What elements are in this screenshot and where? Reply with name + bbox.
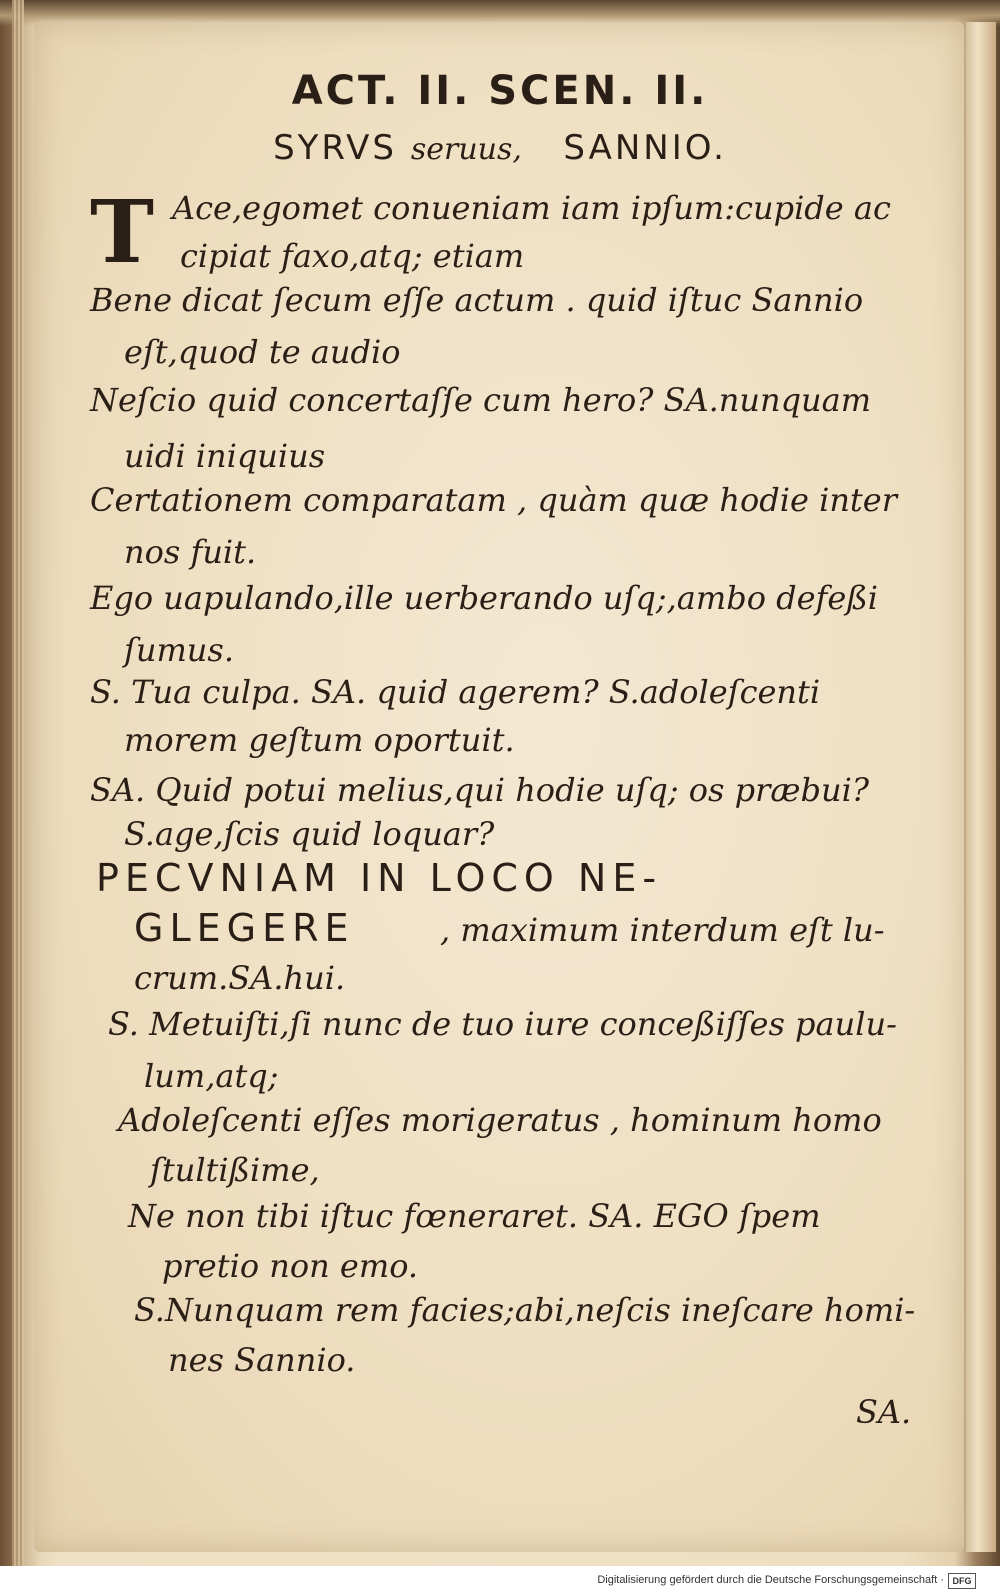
proverb-line: PECVNIAM IN LOCO NE- <box>96 856 663 900</box>
character-role: seruus, <box>410 132 522 167</box>
text-line: eſt,quod te audio <box>124 333 401 371</box>
text-line: , maximum interdum eſt lu- <box>440 911 885 949</box>
text-line: lum,atq; <box>144 1057 279 1095</box>
footer-bar <box>0 1566 1000 1596</box>
character-syrus: SYRVS <box>273 128 398 168</box>
text-line: SA. Quid potui melius,qui hodie uſq; os præbui? <box>90 771 869 809</box>
dfg-logo-icon: DFG <box>948 1573 976 1589</box>
text-line: morem geſtum oportuit. <box>124 721 515 759</box>
text-line: uidi iniquius <box>124 437 326 475</box>
text-line: Certationem comparatam , quàm quæ hodie inter <box>90 481 898 519</box>
text-line: Neſcio quid concertaſſe cum hero? SA.nunquam <box>90 381 872 419</box>
characters-heading <box>180 128 820 168</box>
text-line: Ace,egomet conueniam iam ipſum:cupide ac <box>172 189 891 227</box>
text-line: crum.SA.hui. <box>134 959 346 997</box>
proverb-line: GLEGERE <box>134 906 355 950</box>
text-line: ſtultißime, <box>150 1151 320 1189</box>
catchword: SA. <box>856 1393 912 1431</box>
funding-credit: Digitalisierung gefördert durch die Deutsche Forschungsgemeinschaft · <box>597 1574 944 1586</box>
drop-cap: T <box>90 182 154 283</box>
text-line: ſumus. <box>124 631 234 669</box>
text-line: nos fuit. <box>124 533 257 571</box>
text-line: Adoleſcenti eſſes morigeratus , hominum homo <box>118 1101 882 1139</box>
act-scene-heading: ACT. II. SCEN. II. <box>291 68 709 114</box>
text-line: nes Sannio. <box>168 1341 356 1379</box>
text-line: Bene dicat ſecum eſſe actum . quid iſtuc Sannio <box>90 281 864 319</box>
text-line: cipiat faxo,atq; etiam <box>180 237 525 275</box>
text-line: Ne non tibi iſtuc fœneraret. SA. EGO ſpem <box>128 1197 821 1235</box>
text-line: S. Tua culpa. SA. quid agerem? S.adoleſcenti <box>90 673 821 711</box>
character-sannio: SANNIO. <box>563 128 727 168</box>
text-line: pretio non emo. <box>162 1247 419 1285</box>
text-line: S. Metuiſti,ſi nunc de tuo iure conceßiſſes paulu- <box>108 1005 897 1043</box>
text-line: Ego uapulando,ille uerberando uſq;,ambo defeßi <box>90 579 878 617</box>
text-line: S.age,ſcis quid loquar? <box>124 815 495 853</box>
text-line: S.Nunquam rem facies;abi,neſcis ineſcare homi- <box>134 1291 916 1329</box>
